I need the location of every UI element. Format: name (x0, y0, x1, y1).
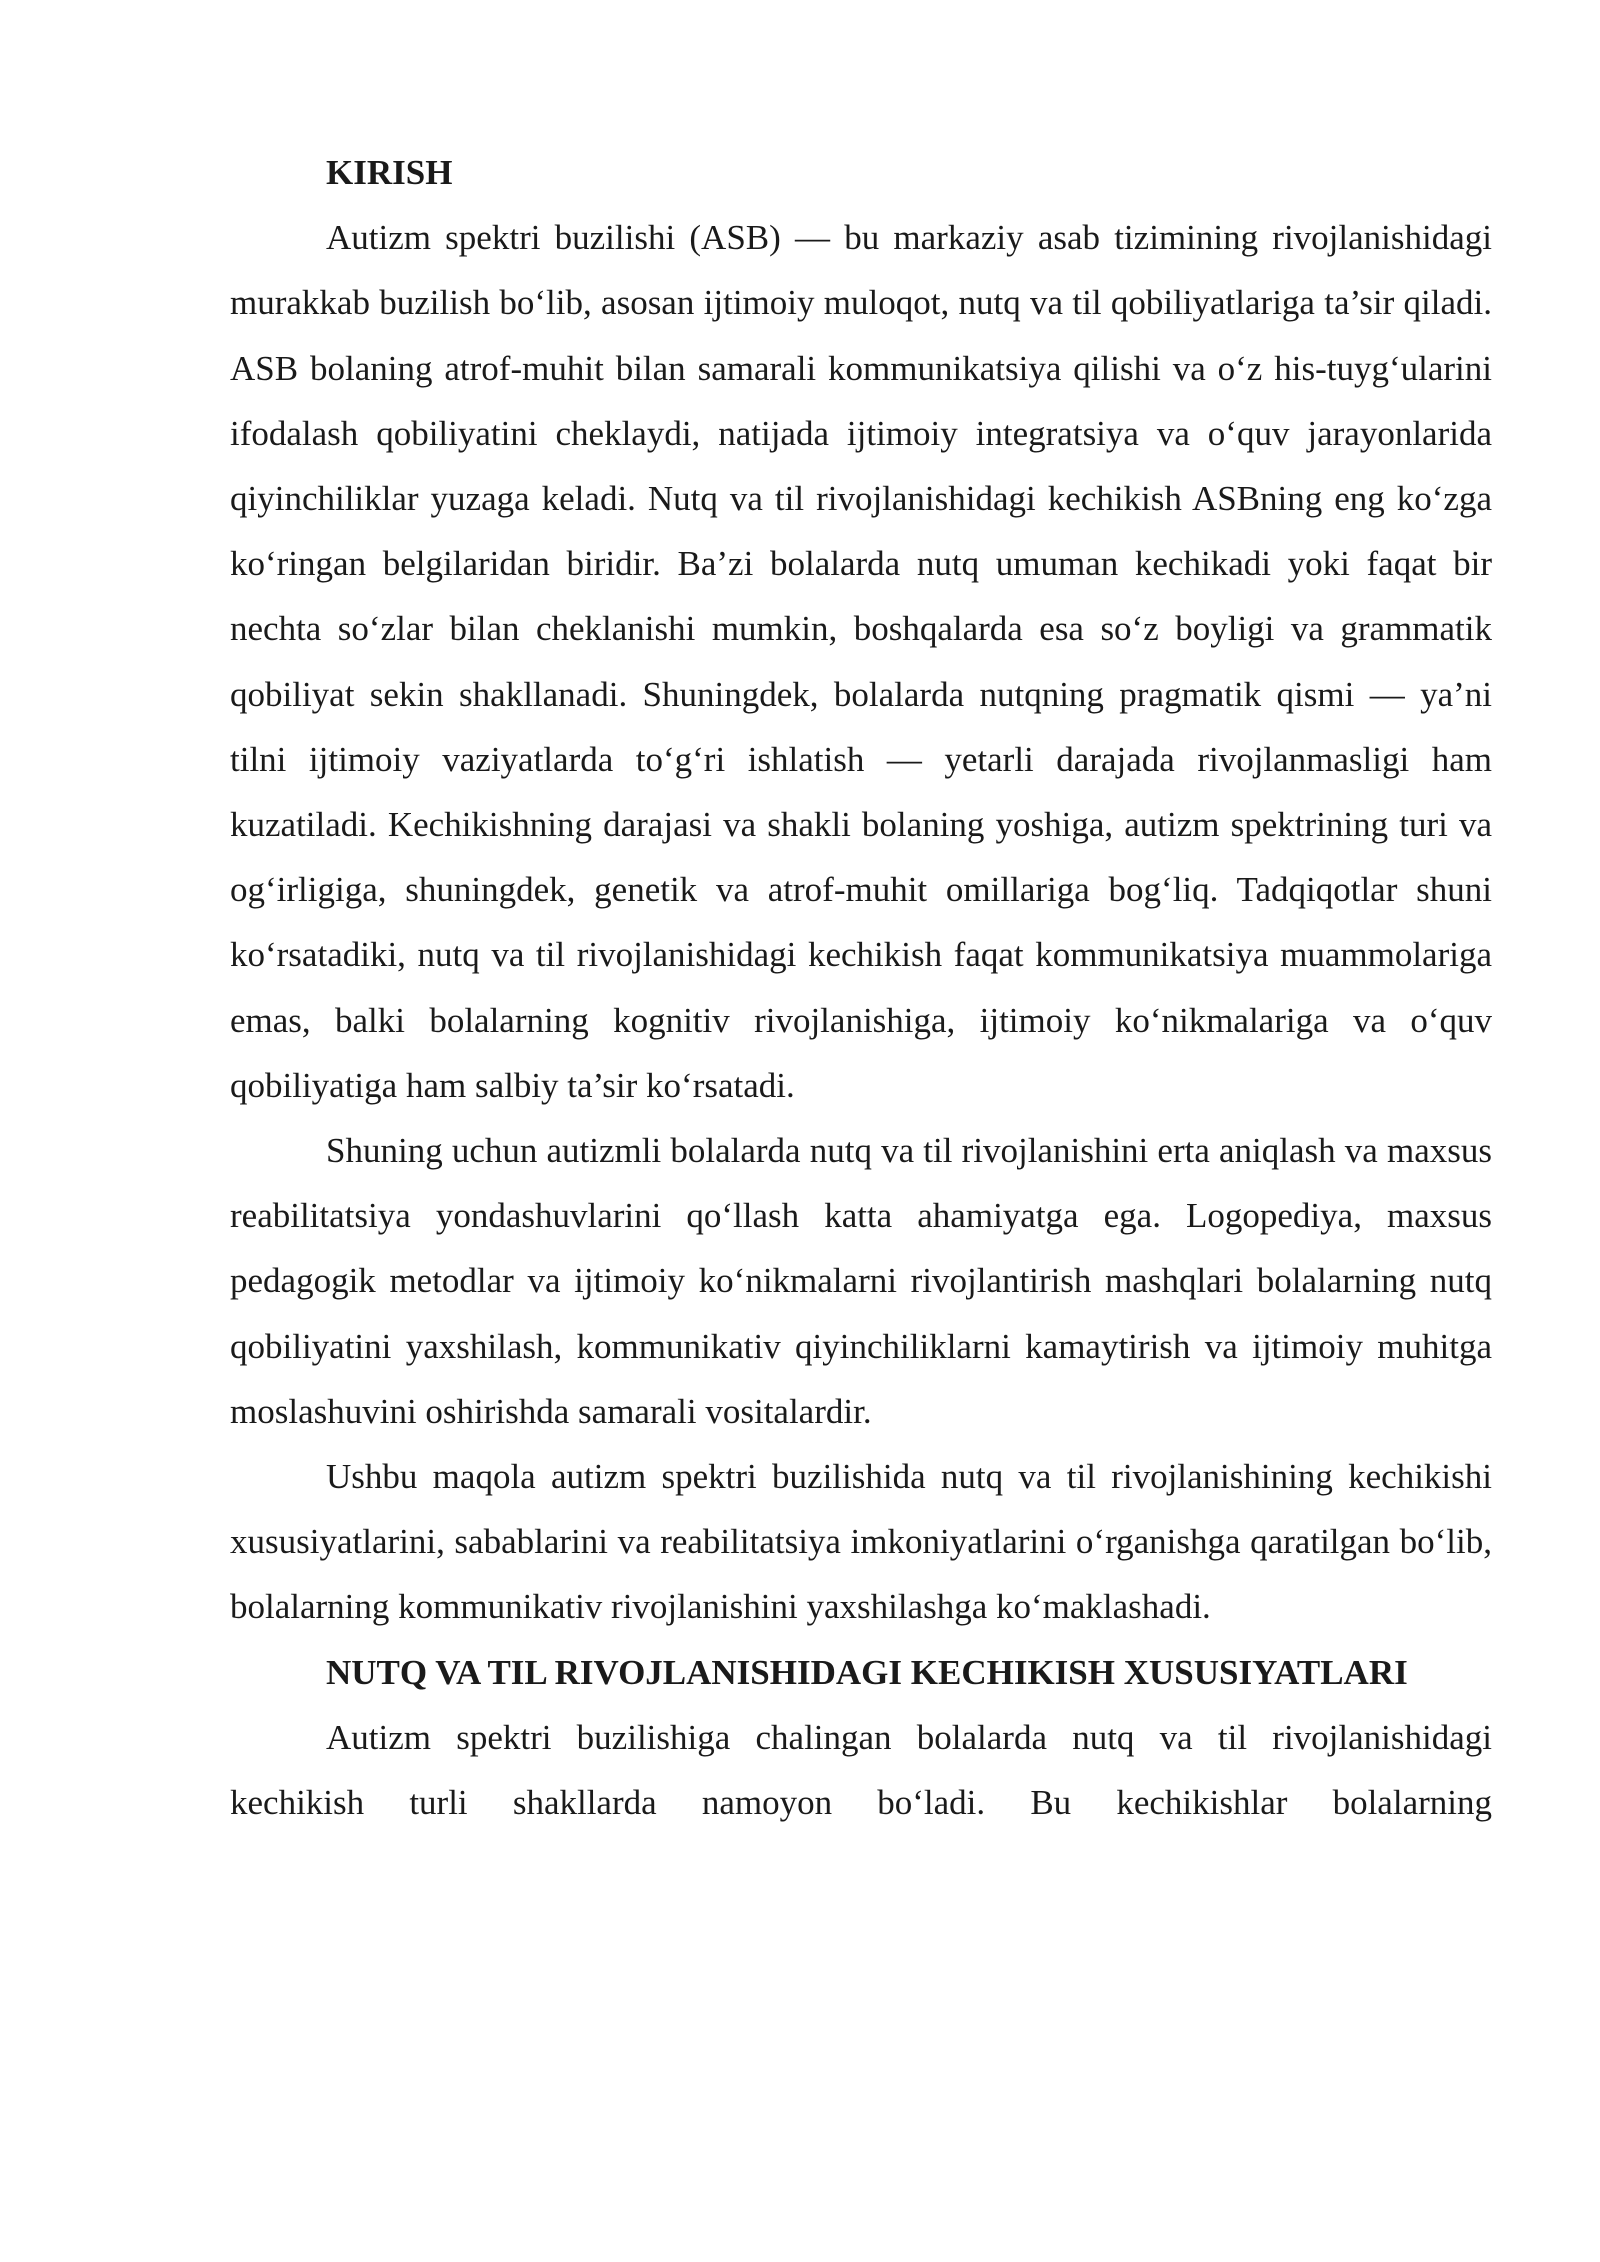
paragraph-features-1: Autizm spektri buzilishiga chalingan bolalarda nutq va til rivojlanishidagi kechikish turli shakllarda namoyon bo‘ladi. Bu kechikishlar bolalarning (230, 1717, 1492, 1823)
paragraph-intro-3: Ushbu maqola autizm spektri buzilishida nutq va til rivojlanishining kechikishi xususiyatlarini, sabablarini va reabilitatsiya imkoniyatlarini o‘rganishga qaratilgan bo‘lib, bolalarning kommunikativ rivojlanishini yaxshilashga ko‘maklashadi. (230, 1457, 1492, 1627)
paragraph-intro-1: Autizm spektri buzilishi (ASB) — bu markaziy asab tizimining rivojlanishidagi murakkab buzilish bo‘lib, asosan ijtimoiy muloqot, nutq va til qobiliyatlariga ta’sir qiladi. ASB bolaning atrof-muhit bilan samarali kommunikatsiya qilishi va o‘z his-tuyg‘ularini ifodalash qobiliyatini cheklaydi, natijada ijtimoiy integratsiya va o‘quv jarayonlarida qiyinchiliklar yuzaga keladi. Nutq va til rivojlanishidagi kechikish ASBning eng ko‘zga ko‘ringan belgilaridan biridir. Ba’zi bolalarda nutq umuman kechikadi yoki faqat bir nechta so‘zlar bilan cheklanishi mumkin, boshqalarda esa so‘z boyligi va grammatik qobiliyat sekin shakllanadi. Shuningdek, bolalarda nutqning pragmatik qismi — ya’ni tilni ijtimoiy vaziyatlarda to‘g‘ri ishlatish — yetarli darajada rivojlanmasligi ham kuzatiladi. Kechikishning darajasi va shakli bolaning yoshiga, autizm spektrining turi va og‘irligiga, shuningdek, genetik va atrof-muhit omillariga bog‘liq. Tadqiqotlar shuni ko‘rsatadiki, nutq va til rivojlanishidagi kechikish faqat kommunikatsiya muammolariga emas, balki bolalarning kognitiv rivojlanishiga, ijtimoiy ko‘nikmalariga va o‘quv qobiliyatiga ham salbiy ta’sir ko‘rsatadi. (230, 218, 1492, 1105)
section-heading-kirish: KIRISH (326, 153, 453, 192)
paragraph-intro-2: Shuning uchun autizmli bolalarda nutq va til rivojlanishini erta aniqlash va maxsus reabilitatsiya yondashuvlarini qo‘llash katta ahamiyatga ega. Logopediya, maxsus pedagogik metodlar va ijtimoiy ko‘nikmalarni rivojlantirish mashqlari bolalarning nutq qobiliyatini yaxshilash, kommunikativ qiyinchiliklarni kamaytirish va ijtimoiy muhitga moslashuvini oshirishda samarali vositalardir. (230, 1131, 1492, 1431)
document-page (230, 140, 1492, 1835)
section-heading-features: NUTQ VA TIL RIVOJLANISHIDAGI KECHIKISH XUSUSIYATLARI (326, 1652, 1408, 1692)
